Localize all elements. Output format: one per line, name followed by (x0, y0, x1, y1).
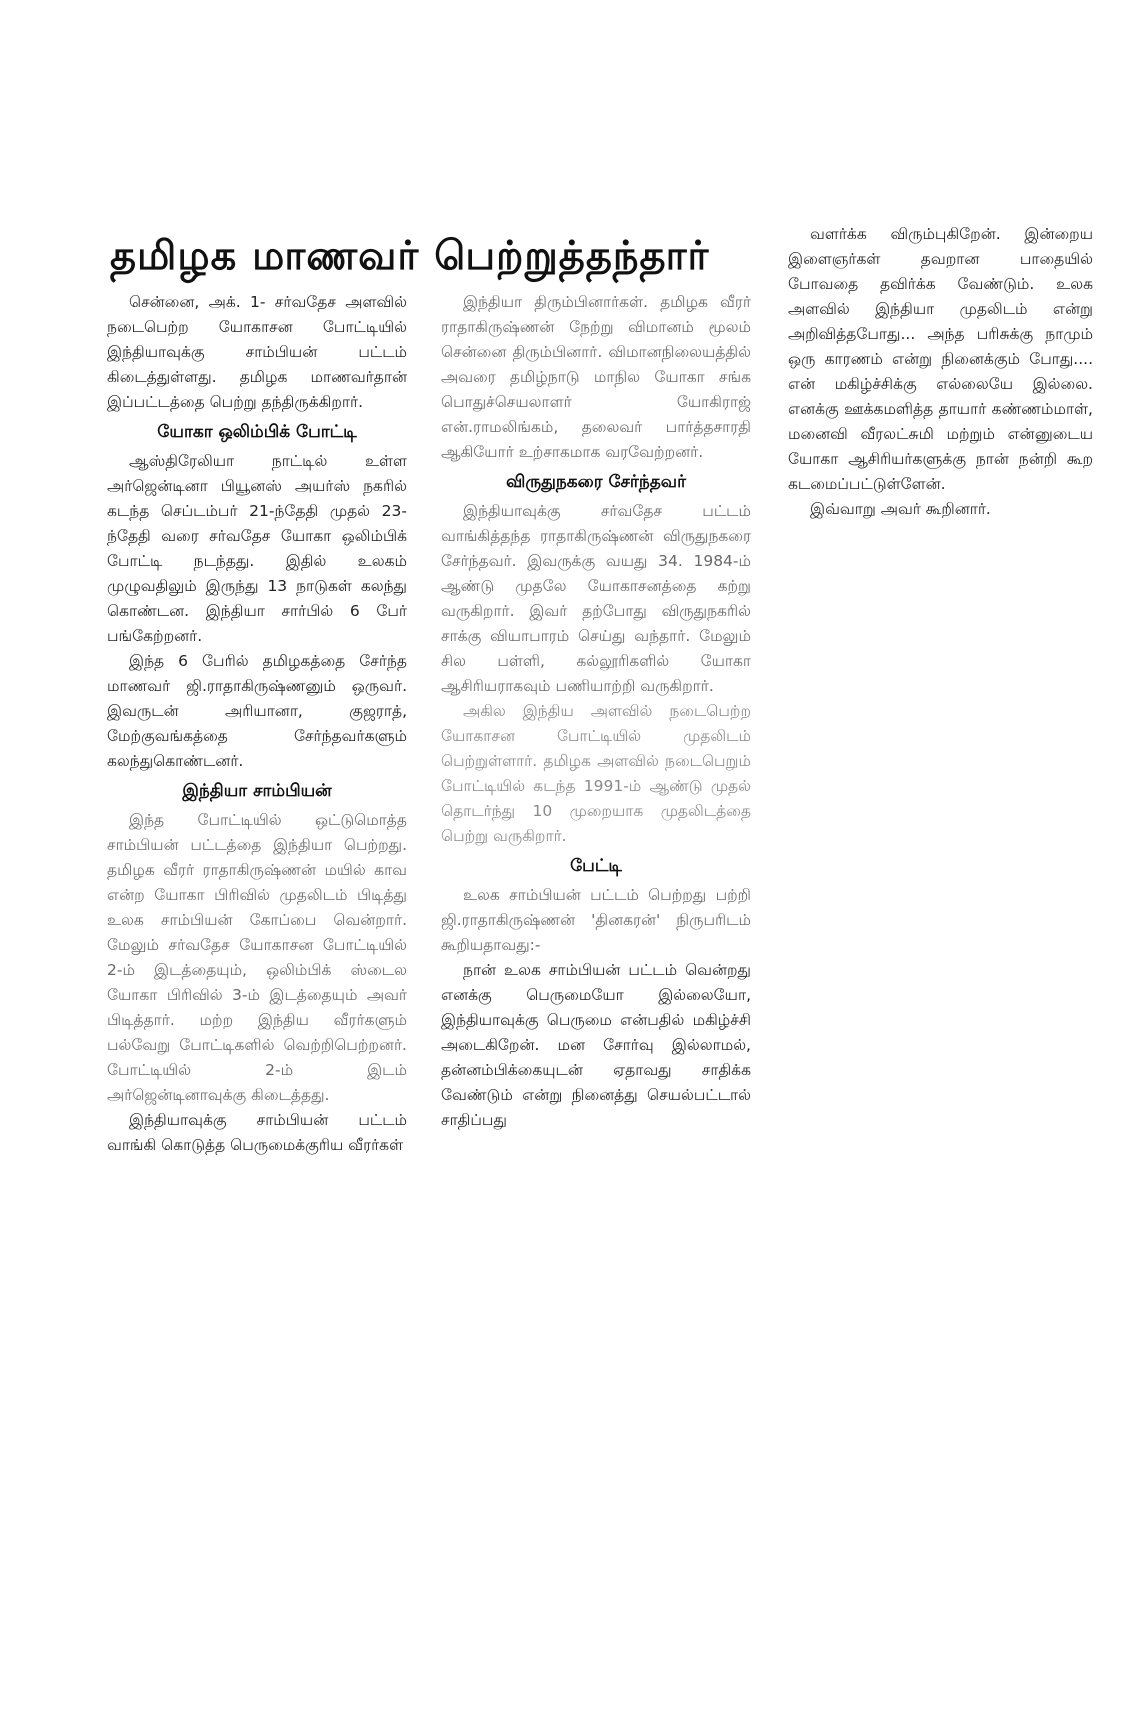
paragraph: சென்னை, அக். 1- சர்வதேச அளவில் நடைபெற்ற யோகாசன போட்டியில் இந்தியாவுக்கு சாம்பியன் பட்டம் கிடைத்துள்ளது. தமிழக மாணவர்தான் இப்பட்டத்தை பெற்று தந்திருக்கிறார். (107, 293, 407, 411)
paragraph: வளர்க்க விரும்புகிறேன். இன்றைய இளைஞர்கள் தவறான பாதையில் போவதை தவிர்க்க வேண்டும். உலக அளவில் இந்தியா முதலிடம் என்று அறிவித்தபோது... அந்த பரிசுக்கு நாமும் ஒரு காரணம் என்று நினைக்கும் போது.... என் மகிழ்ச்சிக்கு எல்லையே இல்லை. எனக்கு ஊக்கமளித்த தாயார் கண்ணம்மாள், மனைவி வீரலட்சுமி மற்றும் என்னுடைய யோகா ஆசிரியர்களுக்கு நான் நன்றி கூற கடமைப்பட்டுள்ளேன். (788, 225, 1093, 493)
paragraph: அகில இந்திய அளவில் நடைபெற்ற யோகாசன போட்டியில் முதலிடம் பெற்றுள்ளார். தமிழக அளவில் நடைபெறும் போட்டியில் கடந்த 1991-ம் ஆண்டு முதல் தொடர்ந்து 10 முறையாக முதலிடத்தை பெற்று வருகிறார். (441, 702, 751, 845)
subheading: யோகா ஒலிம்பிக் போட்டி (157, 422, 357, 442)
paragraph: ஆஸ்திரேலியா நாட்டில் உள்ள அர்ஜென்டினா பியூனஸ் அயர்ஸ் நகரில் கடந்த செப்டம்பர் 21-ந்தேதி முதல் 23-ந்தேதி வரை சர்வதேச யோகா ஒலிம்பிக் போட்டி நடந்தது. இதில் உலகம் முழுவதிலும் இருந்து 13 நாடுகள் கலந்து கொண்டன. இந்தியா சார்பில் 6 பேர் பங்கேற்றனர். (107, 452, 407, 645)
article-column-2 (441, 290, 751, 1133)
paragraph: இந்த போட்டியில் ஒட்டுமொத்த சாம்பியன் பட்டத்தை இந்தியா பெற்றது. தமிழக வீரர் ராதாகிருஷ்ணன் மயில் காவ என்ற யோகா பிரிவில் முதலிடம் பிடித்து உலக சாம்பியன் கோப்பை வென்றார். மேலும் சர்வதேச யோகாசன போட்டியில் 2-ம் இடத்தையும், ஒலிம்பிக் ஸ்டைல யோகா பிரிவில் 3-ம் இடத்தையும் அவர் பிடித்தார். மற்ற இந்திய வீரர்களும் பல்வேறு போட்டிகளில் வெற்றிபெற்றனர். போட்டியில் 2-ம் இடம் அர்ஜென்டினாவுக்கு கிடைத்தது. (107, 811, 407, 1104)
paragraph: உலக சாம்பியன் பட்டம் பெற்றது பற்றி ஜி.ராதாகிருஷ்ணன் 'தினகரன்' நிருபரிடம் கூறியதாவது:- (441, 886, 751, 954)
subheading: விருதுநகரை சேர்ந்தவர் (506, 472, 686, 492)
paragraph: இந்தியாவுக்கு சர்வதேச பட்டம் வாங்கித்தந்த ராதாகிருஷ்ணன் விருதுநகரை சேர்ந்தவர். இவருக்கு வயது 34. 1984-ம் ஆண்டு முதலே யோகாசனத்தை கற்று வருகிறார். இவர் தற்போது விருதுநகரில் சாக்கு வியாபாரம் செய்து வந்தார். மேலும் சில பள்ளி, கல்லூரிகளில் யோகா ஆசிரியராகவும் பணியாற்றி வருகிறார். (441, 502, 751, 695)
paragraph: இந்தியா திரும்பினார்கள். தமிழக வீரர் ராதாகிருஷ்ணன் நேற்று விமானம் மூலம் சென்னை திரும்பினார். விமானநிலையத்தில் அவரை தமிழ்நாடு மாநில யோகா சங்க பொதுச்செயலாளர் யோகிராஜ் என்.ராமலிங்கம், தலைவர் பார்த்தசாரதி ஆகியோர் உற்சாகமாக வரவேற்றனர். (441, 293, 751, 461)
paragraph: இவ்வாறு அவர் கூறினார். (810, 500, 991, 518)
article-column-1 (107, 290, 407, 1158)
article-headline: தமிழக மாணவர் பெற்றுத்தந்தார் (110, 233, 710, 279)
paragraph: இந்த 6 பேரில் தமிழகத்தை சேர்ந்த மாணவர் ஜி.ராதாகிருஷ்ணனும் ஒருவர். இவருடன் அரியானா, குஜராத், மேற்குவங்கத்தை சேர்ந்தவர்களும் கலந்துகொண்டனர். (107, 652, 407, 770)
subheading: இந்தியா சாம்பியன் (182, 781, 332, 801)
article-column-3 (788, 222, 1093, 522)
paragraph: இந்தியாவுக்கு சாம்பியன் பட்டம் வாங்கி கொடுத்த பெருமைக்குரிய வீரர்கள் (107, 1111, 407, 1154)
subheading: பேட்டி (570, 856, 622, 876)
paragraph: நான் உலக சாம்பியன் பட்டம் வென்றது எனக்கு பெருமையோ இல்லையோ, இந்தியாவுக்கு பெருமை என்பதில் மகிழ்ச்சி அடைகிறேன். மன சோர்வு இல்லாமல், தன்னம்பிக்கையுடன் ஏதாவது சாதிக்க வேண்டும் என்று நினைத்து செயல்பட்டால் சாதிப்பது (441, 961, 751, 1129)
